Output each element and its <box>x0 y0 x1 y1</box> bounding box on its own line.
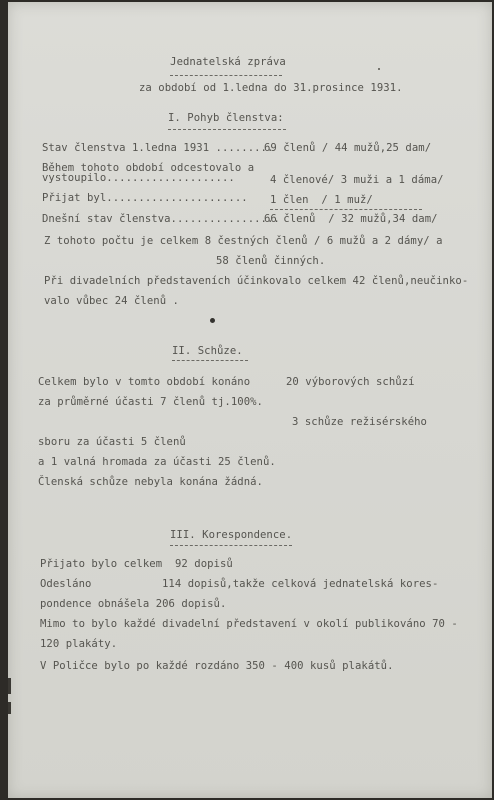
member-row-value: 66 členů / 32 mužů,34 dam/ <box>264 213 438 225</box>
meetings-text: Celkem bylo v tomto období konáno <box>38 376 251 388</box>
section-1-underline <box>168 129 286 130</box>
member-row-label: Během tohoto období odcestovalo a <box>42 162 255 174</box>
section-3-heading: III. Korespondence. <box>170 529 293 541</box>
correspondence-text: Přijato bylo celkem 92 dopisů <box>40 558 233 570</box>
performance-summary: valo vůbec 24 členů . <box>44 295 179 307</box>
meetings-text: sboru za účasti 5 členů <box>38 436 186 448</box>
correspondence-text: pondence obnášela 206 dopisů. <box>40 598 227 610</box>
report-title: Jednatelská zpráva <box>170 56 286 68</box>
meetings-text: Členská schůze nebyla konána žádná. <box>38 476 263 488</box>
section-3-underline <box>170 545 292 546</box>
document-page <box>8 2 492 798</box>
subtotal-rule <box>270 209 422 210</box>
member-row-value: 4 členové/ 3 muži a 1 dáma/ <box>270 174 444 186</box>
members-summary: Z tohoto počtu je celkem 8 čestných členů / 6 mužů a 2 dámy/ a <box>44 235 443 247</box>
report-period: za období od 1.ledna do 31.prosince 1931. <box>139 82 403 94</box>
meetings-text: a 1 valná hromada za účasti 25 členů. <box>38 456 276 468</box>
meetings-text: 3 schůze režisérského <box>292 416 427 428</box>
section-1-heading: I. Pohyb členstva: <box>168 112 284 124</box>
correspondence-text: 120 plakáty. <box>40 638 118 650</box>
section-2-underline <box>172 360 248 361</box>
ink-dot <box>210 318 215 323</box>
member-row-value: 1 člen / 1 muž/ <box>270 194 373 206</box>
members-summary: 58 členů činných. <box>216 255 326 267</box>
correspondence-text: Mimo to bylo každé divadelní představení v okolí publikováno 70 - <box>40 618 458 630</box>
page-edge-mark <box>8 678 11 694</box>
meetings-text: za průměrné účasti 7 členů tj.100%. <box>38 396 263 408</box>
correspondence-text: Odesláno <box>40 578 92 590</box>
section-2-heading: II. Schůze. <box>172 345 243 357</box>
member-row-label: vystoupilo.................... <box>42 172 235 184</box>
page-edge-mark <box>8 702 11 714</box>
member-row-label: Přijat byl...................... <box>42 192 248 204</box>
meetings-text: 20 výborových schůzí <box>286 376 415 388</box>
title-underline <box>170 75 282 76</box>
member-row-label: Dnešní stav členstva................. <box>42 213 280 225</box>
correspondence-text: 114 dopisů,takže celková jednatelská kores- <box>162 578 439 590</box>
member-row-label: Stav členstva 1.ledna 1931 ......... <box>42 142 274 154</box>
member-row-value: 69 členů / 44 mužů,25 dam/ <box>264 142 432 154</box>
performance-summary: Při divadelních představeních účinkovalo celkem 42 členů,neučinko- <box>44 275 469 287</box>
correspondence-text: V Poličce bylo po každé rozdáno 350 - 400 kusů plakátů. <box>40 660 394 672</box>
